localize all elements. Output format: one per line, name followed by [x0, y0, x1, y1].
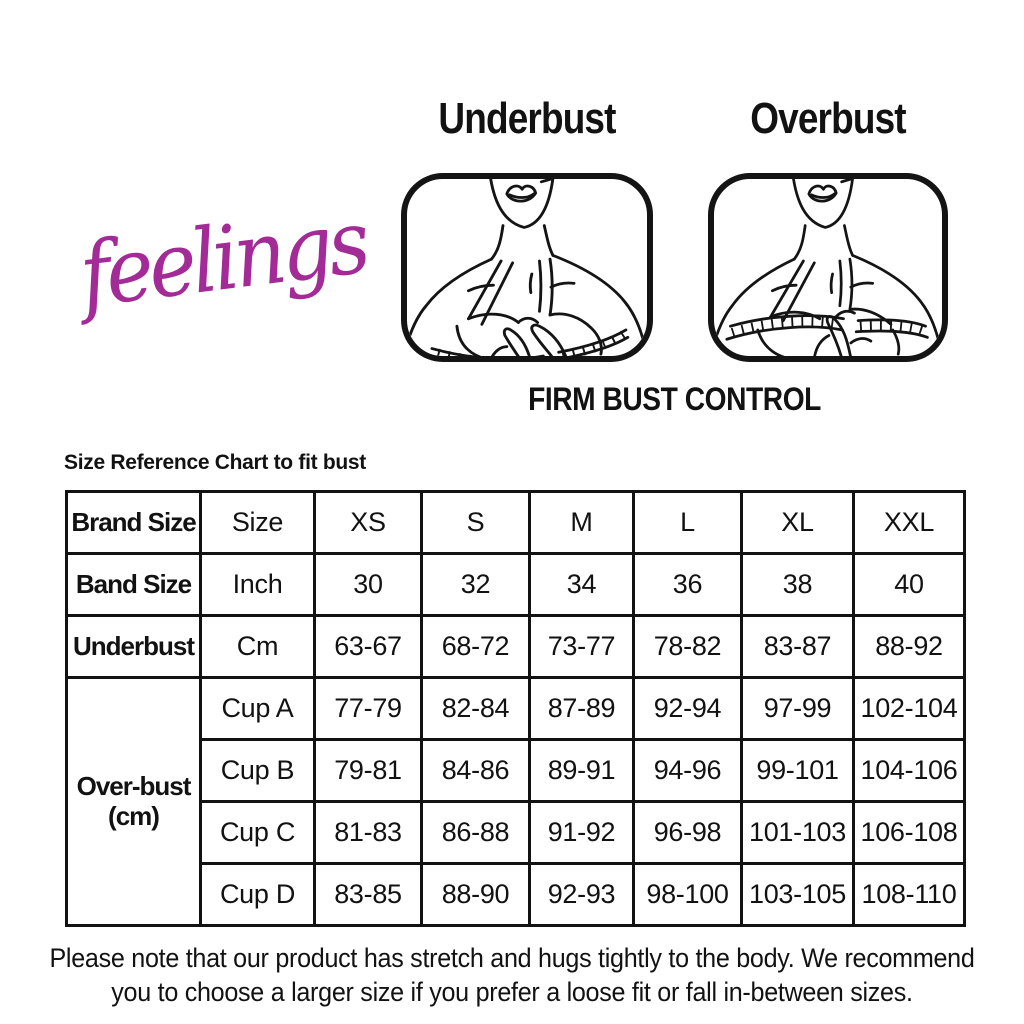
cell-cup-a-xl: 97-99 — [742, 678, 854, 740]
overbust-title: Overbust — [750, 94, 906, 143]
header-cell-size: Size — [201, 492, 315, 554]
firm-bust-control-caption: FIRM BUST CONTROL — [528, 381, 821, 417]
cell-underbust-xxl: 88-92 — [854, 616, 965, 678]
cell-underbust-xs: 63-67 — [315, 616, 422, 678]
header-cell-m: M — [530, 492, 634, 554]
header-cell-l: L — [634, 492, 742, 554]
row-unit-cup-a: Cup A — [201, 678, 315, 740]
cell-cup-d-xxl: 108-110 — [854, 864, 965, 926]
cell-cup-c-s: 86-88 — [422, 802, 530, 864]
cell-cup-d-m: 92-93 — [530, 864, 634, 926]
sizing-note-line-1: Please note that our product has stretch and hugs tightly to the body. We recommend — [49, 943, 975, 973]
header-cell-xs: XS — [315, 492, 422, 554]
table-row-cup-c — [67, 802, 965, 864]
cell-cup-a-xs: 77-79 — [315, 678, 422, 740]
overbust-image-card — [708, 173, 948, 362]
row-label-band-size: Band Size — [67, 554, 201, 616]
row-label-underbust: Underbust — [67, 616, 201, 678]
row-unit-inch: Inch — [201, 554, 315, 616]
cell-cup-b-m: 89-91 — [530, 740, 634, 802]
feelings-logo — [48, 178, 398, 338]
underbust-image-card — [401, 173, 653, 362]
woman-measuring-underbust-icon — [407, 179, 647, 356]
cell-cup-c-xl: 101-103 — [742, 802, 854, 864]
cell-underbust-l: 78-82 — [634, 616, 742, 678]
row-unit-cup-c: Cup C — [201, 802, 315, 864]
table-row-band-size — [67, 554, 965, 616]
cell-underbust-s: 68-72 — [422, 616, 530, 678]
cell-cup-a-m: 87-89 — [530, 678, 634, 740]
table-header-row — [67, 492, 965, 554]
cell-cup-b-xxl: 104-106 — [854, 740, 965, 802]
cell-cup-c-xxl: 106-108 — [854, 802, 965, 864]
header-cell-xl: XL — [742, 492, 854, 554]
sizing-note — [0, 941, 1024, 1009]
cell-cup-d-s: 88-90 — [422, 864, 530, 926]
cell-band-l: 36 — [634, 554, 742, 616]
cell-underbust-xl: 83-87 — [742, 616, 854, 678]
cell-cup-d-l: 98-100 — [634, 864, 742, 926]
feelings-logo-text: feelings — [74, 189, 372, 327]
header-cell-s: S — [422, 492, 530, 554]
row-unit-cup-b: Cup B — [201, 740, 315, 802]
cell-cup-c-m: 91-92 — [530, 802, 634, 864]
table-row-underbust — [67, 616, 965, 678]
cell-band-xxl: 40 — [854, 554, 965, 616]
underbust-title: Underbust — [438, 94, 616, 143]
table-row-cup-b — [67, 740, 965, 802]
cell-cup-c-l: 96-98 — [634, 802, 742, 864]
cell-cup-b-xl: 99-101 — [742, 740, 854, 802]
cell-cup-b-xs: 79-81 — [315, 740, 422, 802]
size-reference-table — [65, 490, 966, 927]
cell-band-xl: 38 — [742, 554, 854, 616]
row-unit-cup-d: Cup D — [201, 864, 315, 926]
cell-cup-d-xs: 83-85 — [315, 864, 422, 926]
row-label-over-bust-cm: Over-bust (cm) — [67, 678, 201, 926]
cell-cup-a-xxl: 102-104 — [854, 678, 965, 740]
row-unit-cm: Cm — [201, 616, 315, 678]
woman-measuring-overbust-icon — [714, 179, 942, 356]
sizing-note-line-2: you to choose a larger size if you prefer a loose fit or fall in-between sizes. — [111, 977, 913, 1007]
cell-cup-c-xs: 81-83 — [315, 802, 422, 864]
header-cell-xxl: XXL — [854, 492, 965, 554]
cell-cup-a-l: 92-94 — [634, 678, 742, 740]
cell-band-xs: 30 — [315, 554, 422, 616]
table-row-cup-d — [67, 864, 965, 926]
cell-band-m: 34 — [530, 554, 634, 616]
cell-cup-a-s: 82-84 — [422, 678, 530, 740]
cell-cup-b-s: 84-86 — [422, 740, 530, 802]
cell-underbust-m: 73-77 — [530, 616, 634, 678]
table-row-cup-a — [67, 678, 965, 740]
size-chart-heading: Size Reference Chart to fit bust — [64, 451, 366, 474]
cell-cup-b-l: 94-96 — [634, 740, 742, 802]
cell-cup-d-xl: 103-105 — [742, 864, 854, 926]
header-cell-brand-size: Brand Size — [67, 492, 201, 554]
cell-band-s: 32 — [422, 554, 530, 616]
